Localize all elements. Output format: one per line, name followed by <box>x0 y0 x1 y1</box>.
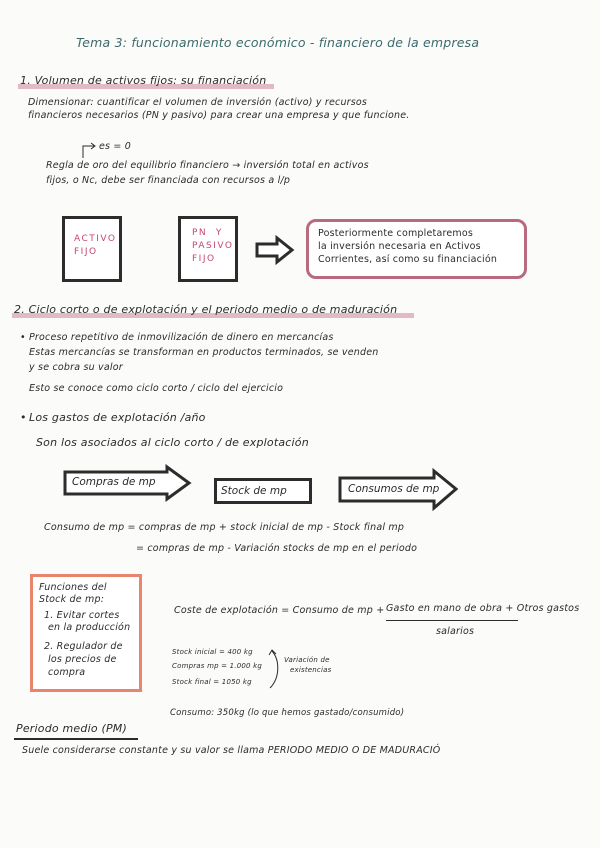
brace-arrow-icon <box>268 648 284 690</box>
note-line: Corrientes, así como su financiación <box>318 254 498 265</box>
function-item: en la producción <box>48 622 131 633</box>
activo-fijo-box <box>62 216 122 282</box>
function-item: 2. Regulador de <box>44 641 123 652</box>
bullet1-line: Esto se conoce como ciclo corto / ciclo del ejercicio <box>29 383 284 394</box>
section3-line: Suele considerarse constante y su valor se llama PERIODO MEDIO O DE MADURACIÓ <box>22 745 441 756</box>
activo-fijo-label: ACTIVO FIJO <box>74 234 117 257</box>
stock-box <box>214 478 312 504</box>
function-item: los precios de <box>48 654 117 665</box>
cost-formula-denominator: salarios <box>436 626 475 637</box>
bullet1-line: Estas mercancías se transforman en productos terminados, se venden <box>29 347 379 358</box>
flow-consumos: Consumos de mp <box>348 483 440 495</box>
functions-title: Funciones del <box>39 582 107 593</box>
consumo-note: Consumo: 350kg (lo que hemos gastado/consumido) <box>170 708 405 718</box>
variation-note: existencias <box>290 666 332 674</box>
note-line: Posteriormente completaremos <box>318 228 474 239</box>
formula-consumo: Consumo de mp = compras de mp + stock inicial de mp - Stock final mp <box>44 522 405 533</box>
fraction-bar <box>386 620 518 621</box>
function-item: compra <box>48 667 86 678</box>
function-item: 1. Evitar cortes <box>44 610 120 621</box>
section1-heading: 1. Volumen de activos fijos: su financiación <box>20 74 267 87</box>
functions-box <box>30 574 142 692</box>
note-box <box>306 219 527 279</box>
rule-line: Regla de oro del equilibrio financiero → inversión total en activos <box>46 160 369 171</box>
functions-title: Stock de mp: <box>39 594 105 605</box>
bullet-dot: • <box>20 332 26 343</box>
rule-line: fijos, o Nc, debe ser financiada con recursos a l/p <box>46 175 291 186</box>
variation-note: Variación de <box>284 656 330 664</box>
stock-line: Stock final = 1050 kg <box>172 678 252 686</box>
bullet1-line: Proceso repetitivo de inmovilización de dinero en mercancías <box>29 332 334 343</box>
formula-variation: = compras de mp - Variación stocks de mp en el periodo <box>136 543 418 554</box>
bullet-dot: • <box>20 411 27 424</box>
cost-formula-left: Coste de explotación = Consumo de mp + <box>174 605 385 616</box>
page-title: Tema 3: funcionamiento económico - financiero de la empresa <box>76 35 480 50</box>
section1-line: financieros necesarios (PN y pasivo) para crear una empresa y que funcione. <box>28 110 410 121</box>
flow-stock: Stock de mp <box>221 485 287 497</box>
hook-arrow-icon <box>80 140 100 160</box>
flow-compras: Compras de mp <box>72 476 156 488</box>
hollow-arrow-icon <box>255 236 295 264</box>
arrow-note: es = 0 <box>99 141 132 152</box>
stock-line: Compras mp = 1.000 kg <box>172 662 263 670</box>
bullet1-line: y se cobra su valor <box>29 362 123 373</box>
section3-heading: Periodo medio (PM) <box>16 722 127 735</box>
pn-pasivo-box <box>178 216 238 282</box>
stock-line: Stock inicial = 400 kg <box>172 648 253 656</box>
section1-line: Dimensionar: cuantificar el volumen de inversión (activo) y recursos <box>28 97 368 108</box>
bullet2-sub: Son los asociados al ciclo corto / de explotación <box>36 436 309 449</box>
section2-heading: 2. Ciclo corto o de explotación y el periodo medio o de maduración <box>14 303 398 316</box>
pn-pasivo-label: PN Y PASIVO FIJO <box>192 228 234 264</box>
cost-formula-numerator: Gasto en mano de obra + Otros gastos <box>386 603 580 614</box>
note-line: la inversión necesaria en Activos <box>318 241 481 252</box>
heading-underline <box>14 738 138 740</box>
bullet2-text: Los gastos de explotación /año <box>29 411 206 424</box>
